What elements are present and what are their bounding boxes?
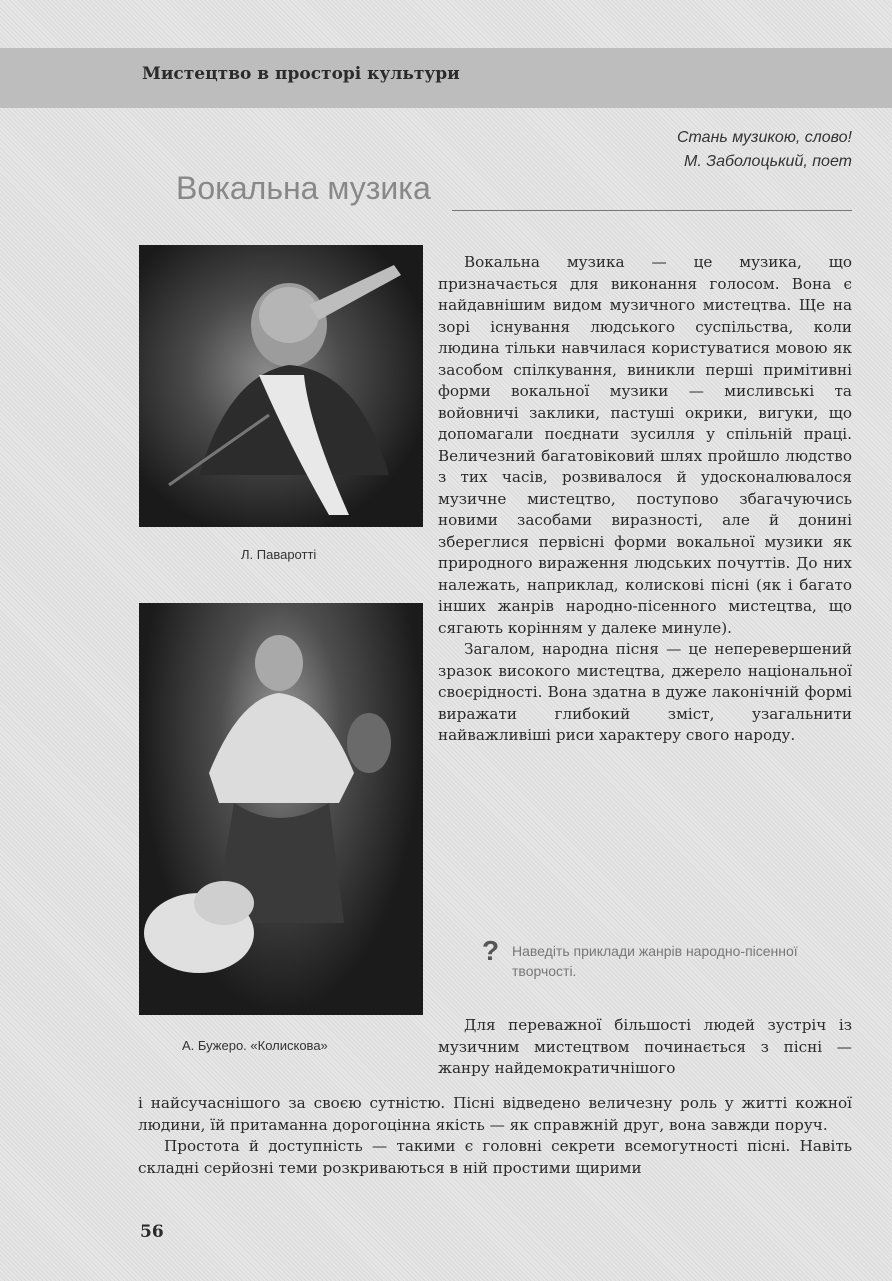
text-column	[438, 252, 852, 747]
photo-caption: Л. Паваротті	[241, 547, 317, 562]
painting-caption: А. Бужеро. «Колискова»	[182, 1038, 328, 1053]
paragraph: Для переважної більшості людей зустріч із музичним мистецтвом починається з пісні — жанру найдемократичнішого	[438, 1016, 852, 1077]
singer-silhouette-icon	[139, 245, 423, 527]
paragraph-continuation: і найсучаснішого за своєю сутністю. Пісні відведено величезну роль у житті кожної людини, їй притаманна дорогоцінна якість — як справжній друг, вона завжди поруч.	[138, 1094, 852, 1134]
text-column-lower	[438, 1015, 852, 1080]
epigraph	[677, 126, 852, 174]
epigraph-author: М. Заболоцький, поет	[684, 153, 852, 170]
page-title: Вокальна музика	[176, 170, 431, 206]
question-mark-icon: ?	[482, 935, 500, 966]
title-rule	[452, 210, 852, 211]
paragraph: Простота й доступність — такими є головні секрети всемогутності пісні. Навіть складні серйозні теми розкриваються в ній простими щирими	[138, 1137, 852, 1177]
epigraph-quote: Стань музикою, слово!	[676, 129, 852, 146]
running-head: Мистецтво в просторі культури	[142, 64, 460, 84]
lullaby-painting	[139, 603, 423, 1015]
paragraph: Загалом, народна пісня — це неперевершений зразок високого мистецтва, джерело національної своєрідності. Вона здатна в дуже лаконічній формі виражати глибокий зміст, узагальнити найважливіші риси характеру свого народу.	[438, 640, 852, 744]
painting-figure-icon	[139, 603, 423, 1015]
paragraph: Вокальна музика — це музика, що призначається для виконання голосом. Вона є найдавнішим видом музичного мистецтва. Ще на зорі існування людського суспільства, коли людина тільки навчилася користуватися мовою як засобом спілкування, виникли перші примітивні форми вокальної музики — мисливські та войовничі заклики, пастуші окрики, вигуки, що допомагали поєднати зусилля у спільній праці. Величезний багатовіковий шлях пройшло людство з тих часів, розвивалося й удосконалювалося музичне мистецтво, поступово збагачуючись новими засобами виразності, але й донині збереглися первісні форми вокальної музики як природного вираження людських почуттів. До них належать, наприклад, колискові пісні (як і багато інших жанрів народно-пісенного мистецтва, що сягають корінням у далеке минуле).	[438, 253, 852, 637]
pavarotti-photo	[139, 245, 423, 527]
text-full-width	[138, 1093, 852, 1179]
question-text: Наведіть приклади жанрів народно-пісенної творчості.	[512, 943, 798, 979]
page-number: 56	[140, 1222, 164, 1242]
